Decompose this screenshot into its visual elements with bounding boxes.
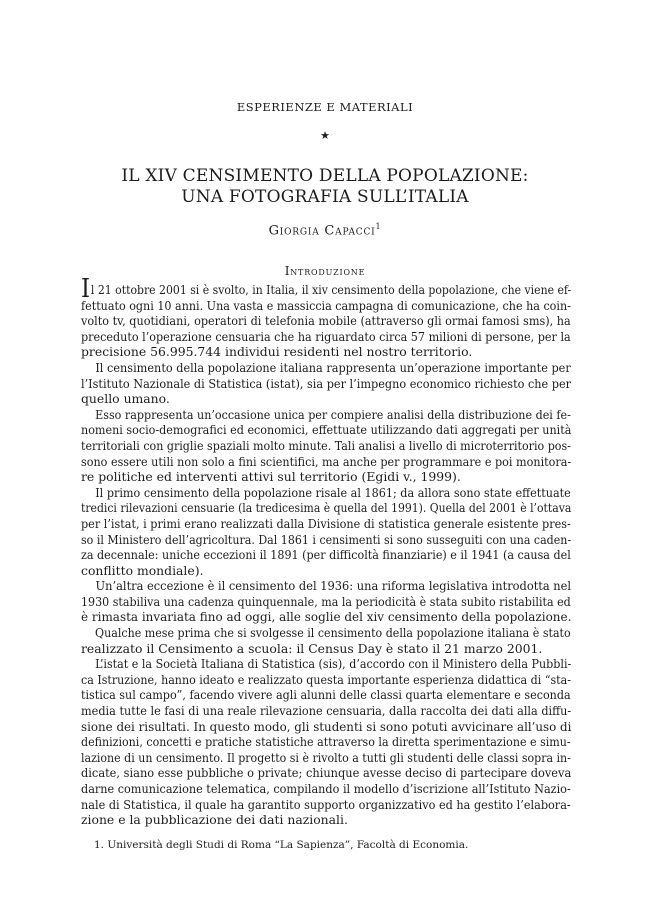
- body-line: [81, 609, 572, 625]
- body-line: [81, 406, 571, 423]
- body-line-text: fettuato ogni 10 anni. Una vasta e massiccia campagna di comunicazione, che ha coin-: [81, 297, 571, 313]
- body-line: [81, 703, 572, 719]
- body-line: [81, 687, 571, 703]
- author-name: [0, 222, 650, 238]
- body-line: [81, 422, 572, 438]
- body-line: [81, 563, 571, 579]
- body-line: [81, 547, 571, 563]
- body-line-text: L’istat e la Società Italiana di Statistica (sis), d’accordo con il Ministero della Pubbli-: [81, 656, 572, 672]
- body-line: [81, 391, 571, 407]
- body-line: [81, 484, 571, 501]
- article-title: [0, 166, 650, 208]
- body-line: [81, 749, 571, 766]
- body-line: [81, 734, 571, 750]
- article-title-line-2: UNA FOTOGRAFIA SULL’ITALIA: [181, 187, 469, 207]
- body-line: [81, 469, 571, 485]
- body-line: [81, 375, 572, 392]
- body-line: [81, 437, 571, 454]
- body-line-text: za decennale: uniche eccezioni il 1891 (per difficoltà finanziarie) e il 1941 (a causa del: [81, 547, 571, 563]
- body-line-text: volto tv, quotidiani, operatori di telefonia mobile (attraverso gli ormai famosi sms), ha: [81, 313, 571, 329]
- body-line-text: Esso rappresenta un’occasione unica per compiere analisi della distribuzione dei fe-: [81, 406, 571, 422]
- body-line-text: sione dei risultati. In questo modo, gli studenti si sono potuti avvicinare all’uso di: [81, 718, 572, 734]
- body-line-text: Il primo censimento della popolazione risale al 1861; da allora sono state effettuate: [81, 484, 571, 500]
- body-line-text: re politiche ed interventi attivi sul territorio (Egidi v., 1999).: [81, 469, 461, 485]
- body-line-text: lazione di un censimento. Il progetto si è rivolto a tutti gli studenti delle classi sopra in-: [81, 749, 571, 765]
- star-ornament-icon: ★: [320, 129, 330, 142]
- body-line: [81, 625, 571, 641]
- author-name-text: Giorgia Capacci: [268, 223, 376, 239]
- body-line: [81, 765, 572, 781]
- body-line-text: l 21 ottobre 2001 si è svolto, in Italia, il xiv censimento della popolazione, che viene ef-: [90, 282, 572, 297]
- body-line: [81, 297, 571, 314]
- article-title-line-1: IL XIV CENSIMENTO DELLA POPOLAZIONE:: [121, 166, 529, 186]
- footnote: 1. Università degli Studi di Roma “La Sapienza”, Facoltà di Economia.: [94, 839, 469, 851]
- body-line-text: realizzato il Censimento a scuola: il Census Day è stato il 21 marzo 2001.: [81, 640, 543, 656]
- body-line: [81, 781, 571, 797]
- body-line: [81, 578, 572, 594]
- body-line-text: 1930 stabiliva una cadenza quinquennale, ma la periodicità è stata subito ristabilita ed: [81, 593, 571, 609]
- section-header: ESPERIENZE E MATERIALI: [236, 100, 414, 114]
- body-line: [81, 274, 572, 304]
- body-line: [81, 359, 571, 376]
- body-line: [81, 453, 572, 470]
- body-line-text: tistica sul campo”, facendo vivere agli alunni delle classi quarta elementare e seconda: [81, 687, 571, 703]
- body-line: [81, 531, 572, 548]
- body-line-text: conflitto mondiale).: [81, 562, 204, 578]
- body-text: [81, 274, 572, 828]
- body-line-text: sono essere utili non solo a fini scientifici, ma anche per programmare e poi monitora-: [81, 453, 572, 469]
- body-line: [81, 515, 571, 532]
- body-line: [81, 812, 571, 828]
- body-line: [81, 344, 571, 360]
- body-line-text: territoriali con griglie spaziali molto minute. Tali analisi a livello di microterritorio pos-: [81, 437, 571, 453]
- body-line-text: Qualche mese prima che si svolgesse il censimento della popolazione italiana è stato: [81, 625, 571, 641]
- body-line-text: l’Istituto Nazionale di Statistica (istat), sia per l’impegno economico richiesto che per: [81, 375, 572, 391]
- body-line: [81, 671, 571, 688]
- body-line-text: precisione 56.995.744 individui residenti nel nostro territorio.: [81, 344, 473, 360]
- body-line: [81, 656, 572, 672]
- body-line: [81, 328, 571, 345]
- body-line-text: zione e la pubblicazione dei dati nazionali.: [81, 812, 348, 828]
- body-line: [81, 593, 571, 610]
- body-line: [81, 500, 572, 516]
- body-line-text: preceduto l’operazione censuaria che ha riguardato circa 57 milioni di persone, per la: [81, 328, 571, 344]
- body-line: [81, 796, 571, 813]
- body-line: [81, 718, 572, 735]
- footnote-marker: 1: [375, 222, 382, 231]
- body-line-text: nomeni socio-demografici ed economici, effettuate utilizzando dati aggregati per unità: [81, 422, 572, 438]
- body-line-text: tredici rilevazioni censuarie (la tredicesima è quella del 1991). Quella del 2001 è l’ottava: [81, 500, 572, 516]
- body-line-text: definizioni, concetti e pratiche statistiche attraverso la diretta sperimentazione e simu-: [81, 734, 571, 750]
- body-line-text: media tutte le fasi di una reale rilevazione censuaria, dalla raccolta dei dati alla diffu-: [81, 703, 572, 719]
- body-line-text: nale di Statistica, il quale ha garantito supporto organizzativo ed ha gestito l’elabora-: [81, 796, 571, 812]
- section-title: Introduzione: [284, 264, 366, 278]
- body-line-text: quello umano.: [81, 391, 170, 407]
- body-line-text: dicate, siano esse pubbliche o private; chiunque avesse deciso di partecipare doveva: [81, 765, 572, 781]
- body-line-text: ca Istruzione, hanno ideato e realizzato questa importante esperienza didattica di “sta-: [81, 671, 571, 687]
- body-line: [81, 641, 571, 657]
- body-line-text: è rimasta invariata fino ad oggi, alle soglie del xiv censimento della popolazione.: [81, 609, 572, 625]
- body-line: [81, 313, 571, 329]
- body-line-text: per l’istat, i primi erano realizzati dalla Divisione di statistica generale esistente pres-: [81, 515, 571, 531]
- body-line-text: Un’altra eccezione è il censimento del 1936: una riforma legislativa introdotta nel: [81, 578, 572, 594]
- drop-cap: I: [81, 274, 91, 304]
- body-line-text: Il censimento della popolazione italiana rappresenta un’operazione importante per: [81, 359, 571, 375]
- body-line-text: darne comunicazione telematica, compilando il modello d’iscrizione all’Istituto Nazio-: [81, 781, 571, 796]
- body-line-text: so il Ministero dell’agricoltura. Dal 1861 i censimenti si sono susseguiti con una caden-: [81, 531, 572, 547]
